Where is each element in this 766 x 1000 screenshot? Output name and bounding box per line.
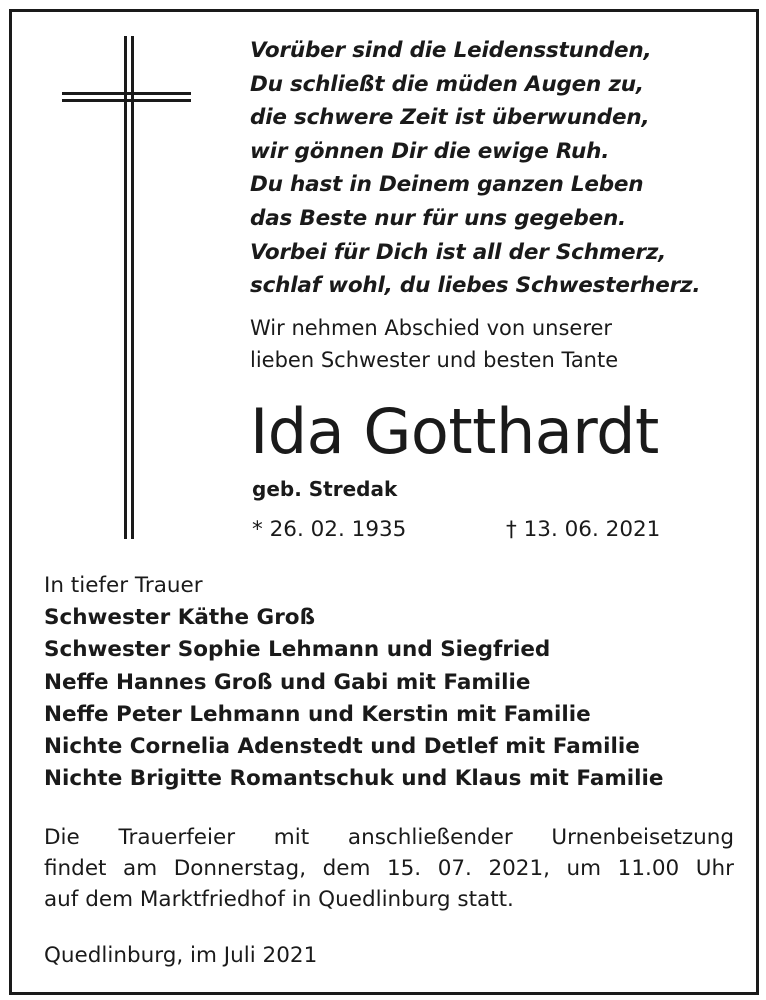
birth-name: geb. Stredak xyxy=(252,477,398,501)
poem-line: Du schließt die müden Augen zu, xyxy=(250,71,644,97)
farewell-intro xyxy=(250,312,618,376)
place-date: Quedlinburg, im Juli 2021 xyxy=(44,943,318,968)
obituary-frame xyxy=(9,9,759,995)
ceremony-notice xyxy=(44,822,734,915)
poem-line: Vorüber sind die Leidensstunden, xyxy=(250,38,652,63)
poem-line: die schwere Zeit ist überwunden, xyxy=(250,105,650,131)
ceremony-line: Die Trauerfeier mit anschließender Urnenbeisetzung xyxy=(44,825,734,850)
ceremony-line: findet am Donnerstag, dem 15. 07. 2021, um 11.00 Uhr xyxy=(44,856,734,881)
mourner-entry: Neffe Peter Lehmann und Kerstin mit Familie xyxy=(44,701,591,727)
intro-line: lieben Schwester und besten Tante xyxy=(250,348,619,372)
mourner-entry: Schwester Käthe Groß xyxy=(44,605,316,631)
poem-line: Du hast in Deinem ganzen Leben xyxy=(250,172,644,198)
mourning-lead: In tiefer Trauer xyxy=(44,573,203,598)
ceremony-line: auf dem Marktfriedhof in Quedlinburg statt. xyxy=(44,887,514,912)
poem-line: das Beste nur für uns gegeben. xyxy=(250,205,627,231)
deceased-name: Ida Gotthardt xyxy=(250,395,659,468)
poem xyxy=(250,34,700,303)
intro-line: Wir nehmen Abschied von unserer xyxy=(250,316,613,340)
poem-line: Vorbei für Dich ist all der Schmerz, xyxy=(250,239,667,265)
mourner-entry: Nichte Cornelia Adenstedt und Detlef mit Familie xyxy=(44,734,640,760)
cross-icon xyxy=(12,12,212,552)
mourner-entry: Nichte Brigitte Romantschuk und Klaus mit Familie xyxy=(44,766,664,792)
poem-line: wir gönnen Dir die ewige Ruh. xyxy=(250,138,610,164)
death-date: † 13. 06. 2021 xyxy=(506,517,661,542)
mourner-entry: Schwester Sophie Lehmann und Siegfried xyxy=(44,637,551,663)
birth-date: * 26. 02. 1935 xyxy=(252,517,407,542)
mourners-list xyxy=(44,570,663,795)
poem-line: schlaf wohl, du liebes Schwesterherz. xyxy=(250,273,701,299)
mourner-entry: Neffe Hannes Groß und Gabi mit Familie xyxy=(44,669,531,695)
